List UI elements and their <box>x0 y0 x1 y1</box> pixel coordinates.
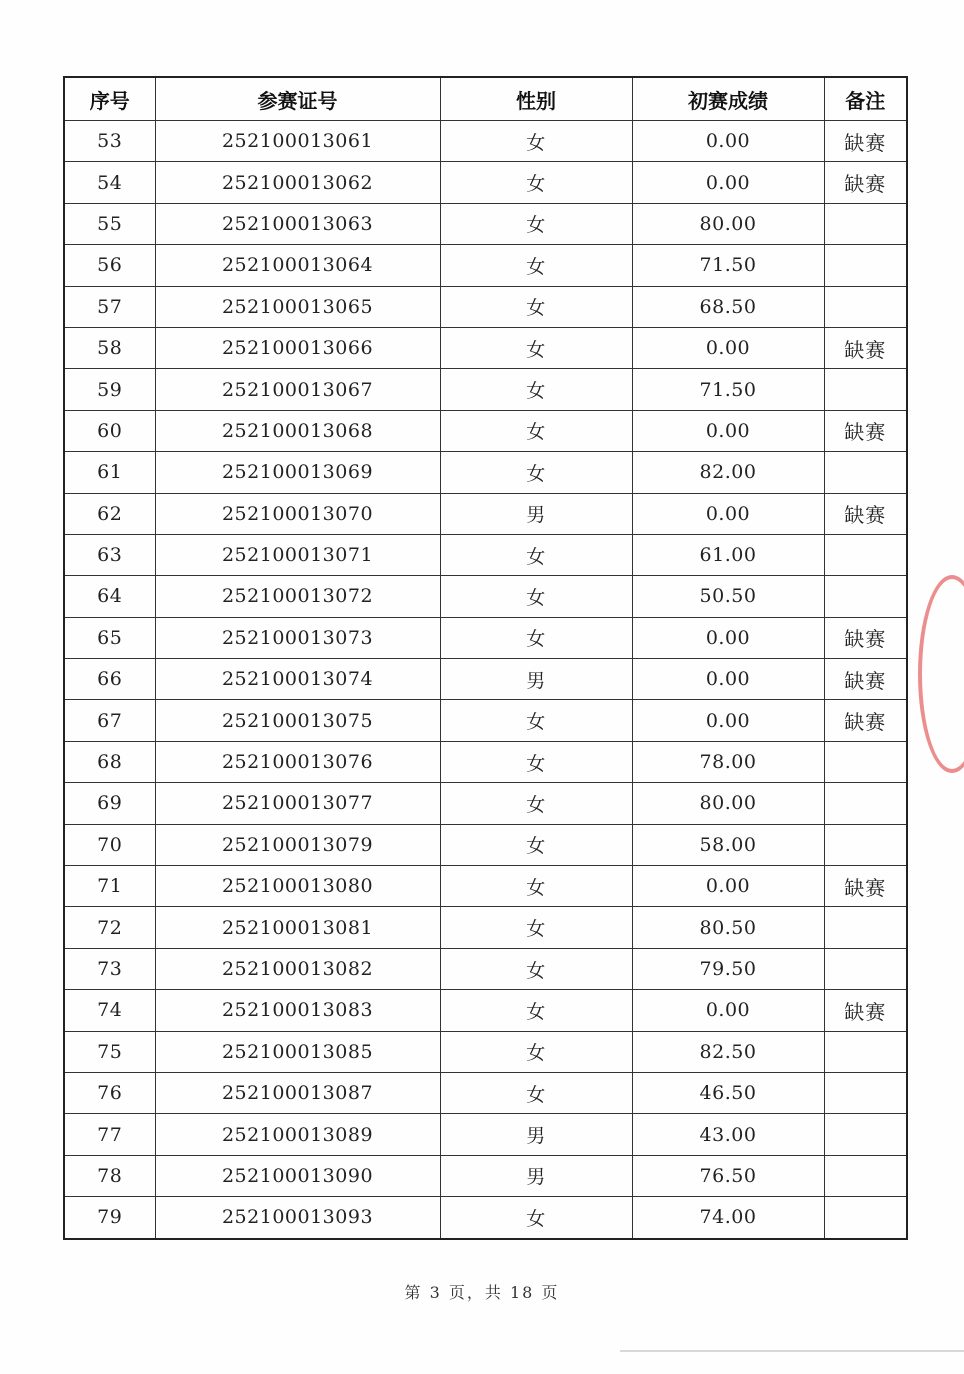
cell-score: 0.00 <box>632 410 824 451</box>
cell-score: 0.00 <box>632 990 824 1031</box>
table-row <box>64 286 907 327</box>
cell-note: 缺赛 <box>824 493 907 534</box>
cell-sex: 女 <box>440 990 632 1031</box>
cell-id: 252100013072 <box>155 576 440 617</box>
cell-id: 252100013062 <box>155 162 440 203</box>
cell-id: 252100013079 <box>155 824 440 865</box>
cell-score: 71.50 <box>632 369 824 410</box>
cell-note <box>824 369 907 410</box>
cell-sex: 女 <box>440 203 632 244</box>
cell-sex: 女 <box>440 327 632 368</box>
cell-no: 79 <box>64 1197 155 1239</box>
cell-no: 61 <box>64 452 155 493</box>
cell-id: 252100013065 <box>155 286 440 327</box>
cell-note: 缺赛 <box>824 162 907 203</box>
cell-id: 252100013093 <box>155 1197 440 1239</box>
cell-score: 58.00 <box>632 824 824 865</box>
cell-no: 59 <box>64 369 155 410</box>
cell-note <box>824 203 907 244</box>
cell-score: 0.00 <box>632 866 824 907</box>
table-row <box>64 1072 907 1113</box>
cell-score: 82.50 <box>632 1031 824 1072</box>
header-row <box>64 77 907 121</box>
cell-no: 69 <box>64 783 155 824</box>
cell-id: 252100013075 <box>155 700 440 741</box>
cell-no: 60 <box>64 410 155 451</box>
cell-sex: 女 <box>440 1031 632 1072</box>
cell-sex: 女 <box>440 1197 632 1239</box>
header-sex: 性别 <box>440 77 632 121</box>
cell-no: 73 <box>64 948 155 989</box>
cell-no: 72 <box>64 907 155 948</box>
cell-sex: 男 <box>440 1155 632 1196</box>
cell-id: 252100013080 <box>155 866 440 907</box>
cell-note <box>824 576 907 617</box>
cell-note <box>824 534 907 575</box>
header-no: 序号 <box>64 77 155 121</box>
cell-id: 252100013083 <box>155 990 440 1031</box>
red-seal-stamp <box>918 575 964 773</box>
cell-note <box>824 286 907 327</box>
cell-score: 71.50 <box>632 245 824 286</box>
cell-score: 80.00 <box>632 203 824 244</box>
cell-no: 63 <box>64 534 155 575</box>
table-row <box>64 369 907 410</box>
cell-note <box>824 1114 907 1155</box>
table-row <box>64 245 907 286</box>
table-row <box>64 700 907 741</box>
cell-id: 252100013090 <box>155 1155 440 1196</box>
cell-score: 46.50 <box>632 1072 824 1113</box>
cell-sex: 女 <box>440 286 632 327</box>
cell-id: 252100013067 <box>155 369 440 410</box>
table-row <box>64 121 907 162</box>
table-row <box>64 1155 907 1196</box>
cell-no: 64 <box>64 576 155 617</box>
cell-sex: 女 <box>440 617 632 658</box>
cell-sex: 女 <box>440 783 632 824</box>
cell-id: 252100013082 <box>155 948 440 989</box>
cell-score: 0.00 <box>632 700 824 741</box>
cell-score: 43.00 <box>632 1114 824 1155</box>
cell-id: 252100013063 <box>155 203 440 244</box>
cell-no: 67 <box>64 700 155 741</box>
cell-sex: 女 <box>440 162 632 203</box>
table-row <box>64 1114 907 1155</box>
cell-score: 50.50 <box>632 576 824 617</box>
cell-note <box>824 948 907 989</box>
cell-sex: 男 <box>440 659 632 700</box>
cell-id: 252100013089 <box>155 1114 440 1155</box>
cell-sex: 女 <box>440 824 632 865</box>
table-row <box>64 783 907 824</box>
cell-no: 70 <box>64 824 155 865</box>
cell-sex: 女 <box>440 576 632 617</box>
cell-id: 252100013071 <box>155 534 440 575</box>
cell-id: 252100013069 <box>155 452 440 493</box>
cell-note: 缺赛 <box>824 617 907 658</box>
cell-no: 75 <box>64 1031 155 1072</box>
table-row <box>64 162 907 203</box>
table-row <box>64 866 907 907</box>
cell-note <box>824 741 907 782</box>
cell-no: 53 <box>64 121 155 162</box>
table-row <box>64 1031 907 1072</box>
table-row <box>64 327 907 368</box>
table-row <box>64 948 907 989</box>
cell-note <box>824 1072 907 1113</box>
table-row <box>64 203 907 244</box>
cell-no: 58 <box>64 327 155 368</box>
cell-sex: 男 <box>440 1114 632 1155</box>
cell-no: 55 <box>64 203 155 244</box>
cell-score: 68.50 <box>632 286 824 327</box>
cell-sex: 女 <box>440 948 632 989</box>
cell-sex: 女 <box>440 534 632 575</box>
cell-id: 252100013077 <box>155 783 440 824</box>
cell-no: 71 <box>64 866 155 907</box>
cell-id: 252100013074 <box>155 659 440 700</box>
cell-sex: 女 <box>440 245 632 286</box>
cell-note <box>824 1197 907 1239</box>
cell-score: 0.00 <box>632 121 824 162</box>
cell-note: 缺赛 <box>824 327 907 368</box>
cell-id: 252100013081 <box>155 907 440 948</box>
cell-note <box>824 783 907 824</box>
cell-id: 252100013070 <box>155 493 440 534</box>
cell-note: 缺赛 <box>824 121 907 162</box>
cell-no: 65 <box>64 617 155 658</box>
cell-note <box>824 824 907 865</box>
cell-score: 82.00 <box>632 452 824 493</box>
cell-id: 252100013068 <box>155 410 440 451</box>
cell-id: 252100013076 <box>155 741 440 782</box>
cell-note: 缺赛 <box>824 700 907 741</box>
cell-note: 缺赛 <box>824 659 907 700</box>
cell-score: 0.00 <box>632 493 824 534</box>
cell-note <box>824 452 907 493</box>
cell-no: 78 <box>64 1155 155 1196</box>
cell-id: 252100013087 <box>155 1072 440 1113</box>
table-row <box>64 907 907 948</box>
cell-sex: 女 <box>440 410 632 451</box>
cell-note <box>824 907 907 948</box>
cell-score: 0.00 <box>632 617 824 658</box>
table-row <box>64 824 907 865</box>
cell-no: 56 <box>64 245 155 286</box>
cell-id: 252100013064 <box>155 245 440 286</box>
cell-score: 74.00 <box>632 1197 824 1239</box>
cell-sex: 女 <box>440 369 632 410</box>
cell-score: 78.00 <box>632 741 824 782</box>
cell-sex: 女 <box>440 866 632 907</box>
table-row <box>64 410 907 451</box>
page-number: 第 3 页，共 18 页 <box>404 1283 560 1302</box>
table-header <box>64 77 907 121</box>
cell-sex: 女 <box>440 907 632 948</box>
cell-sex: 女 <box>440 1072 632 1113</box>
header-id: 参赛证号 <box>155 77 440 121</box>
cell-score: 76.50 <box>632 1155 824 1196</box>
table-row <box>64 493 907 534</box>
cell-sex: 男 <box>440 493 632 534</box>
table-row <box>64 659 907 700</box>
cell-no: 76 <box>64 1072 155 1113</box>
cell-score: 61.00 <box>632 534 824 575</box>
cell-no: 54 <box>64 162 155 203</box>
table-row <box>64 534 907 575</box>
cell-score: 0.00 <box>632 327 824 368</box>
header-score: 初赛成绩 <box>632 77 824 121</box>
score-table <box>63 76 908 1240</box>
cell-note: 缺赛 <box>824 990 907 1031</box>
cell-id: 252100013073 <box>155 617 440 658</box>
cell-id: 252100013066 <box>155 327 440 368</box>
table-row <box>64 452 907 493</box>
table-row <box>64 1197 907 1239</box>
table-row <box>64 990 907 1031</box>
cell-note: 缺赛 <box>824 866 907 907</box>
cell-note: 缺赛 <box>824 410 907 451</box>
scan-edge-line <box>620 1350 964 1352</box>
cell-sex: 女 <box>440 700 632 741</box>
cell-no: 68 <box>64 741 155 782</box>
cell-sex: 女 <box>440 741 632 782</box>
cell-note <box>824 245 907 286</box>
table-row <box>64 741 907 782</box>
cell-no: 66 <box>64 659 155 700</box>
cell-sex: 女 <box>440 121 632 162</box>
cell-id: 252100013061 <box>155 121 440 162</box>
cell-score: 80.50 <box>632 907 824 948</box>
header-note: 备注 <box>824 77 907 121</box>
table-row <box>64 576 907 617</box>
cell-note <box>824 1031 907 1072</box>
cell-score: 0.00 <box>632 162 824 203</box>
table-row <box>64 617 907 658</box>
cell-sex: 女 <box>440 452 632 493</box>
cell-no: 74 <box>64 990 155 1031</box>
cell-note <box>824 1155 907 1196</box>
cell-no: 57 <box>64 286 155 327</box>
cell-no: 77 <box>64 1114 155 1155</box>
cell-score: 79.50 <box>632 948 824 989</box>
cell-score: 0.00 <box>632 659 824 700</box>
cell-id: 252100013085 <box>155 1031 440 1072</box>
cell-no: 62 <box>64 493 155 534</box>
table-body <box>64 121 907 1239</box>
cell-score: 80.00 <box>632 783 824 824</box>
